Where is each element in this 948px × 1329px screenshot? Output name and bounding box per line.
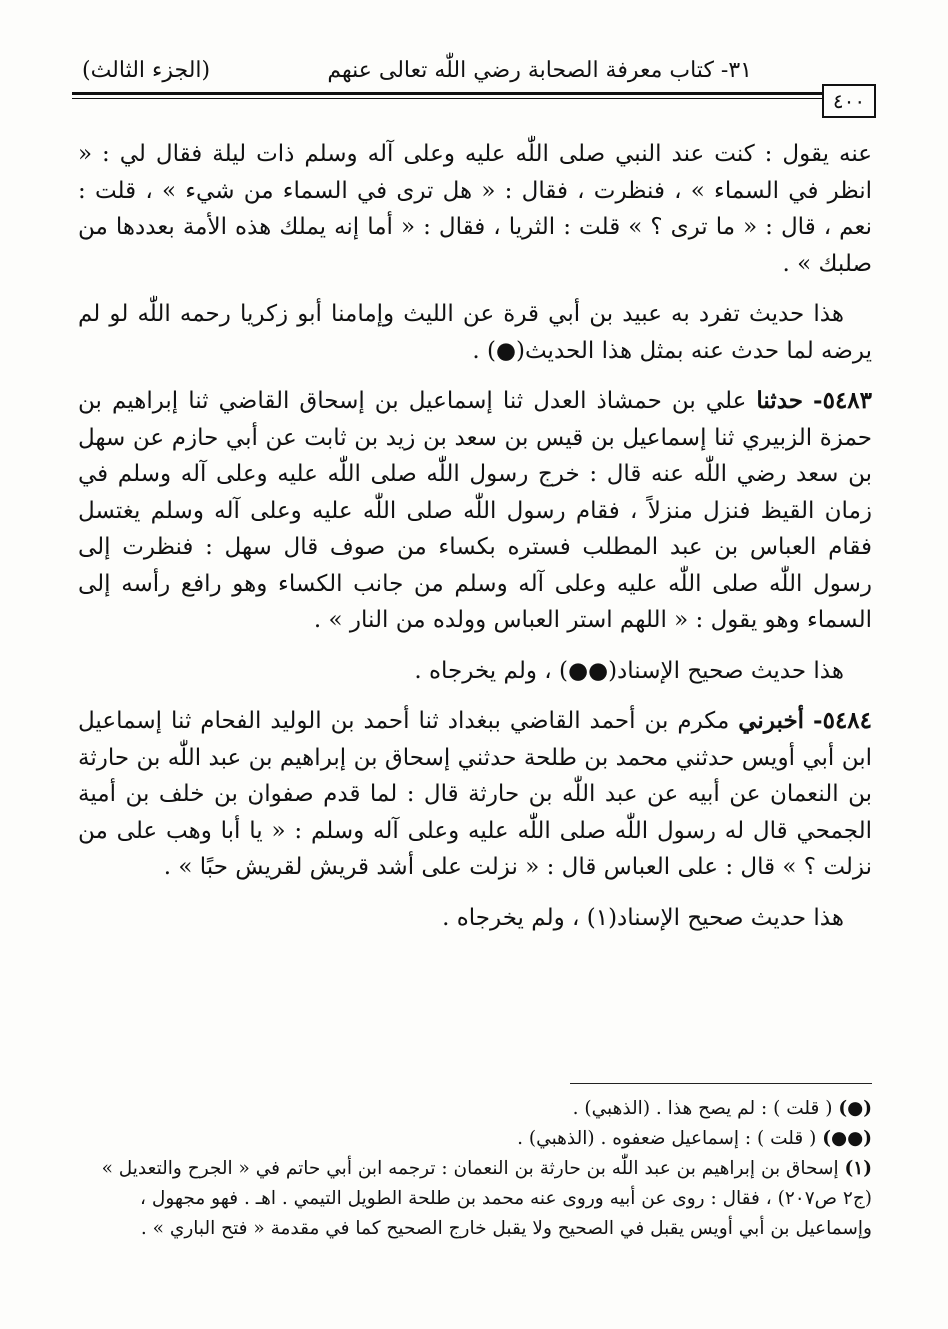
footnote-mark: (●) — [838, 1098, 872, 1119]
page-number: ٤٠٠ — [822, 84, 876, 118]
footnote-text: ( قلت ) : لم يصح هذا . (الذهبي) . — [572, 1098, 833, 1119]
hadith-chain-verb: حدثنا — [756, 387, 803, 414]
chapter-title: ٣١- كتاب معرفة الصحابة رضي اللّٰه تعالى عنهم — [327, 58, 752, 83]
running-header — [82, 52, 872, 90]
hadith-number: ٥٤٨٣- — [813, 387, 873, 414]
main-text — [78, 136, 872, 936]
paragraph-commentary-2: هذا حديث صحيح الإسناد(●●) ، ولم يخرجاه . — [414, 657, 844, 684]
footnote-mark: (١) — [844, 1158, 872, 1179]
footnote-mark: (●●) — [822, 1128, 872, 1149]
footnote-text: ( قلت ) : إسماعيل ضعفوه . (الذهبي) . — [517, 1128, 817, 1149]
hadith-chain-verb: أخبرني — [738, 707, 805, 734]
hadith-text: علي بن حمشاذ العدل ثنا إسماعيل بن إسحاق القاضي ثنا إبراهيم بن حمزة الزبيري ثنا إسماعيل بن قيس بن سعد بن زيد بن ثابت عن أبي حازم عن سهل بن سعد رضي اللّٰه عنه قال : خرج رسول اللّٰه صلى اللّٰه عليه وعلى آله وسلم في زمان القيظ فنزل منزلاً ، فقام رسول اللّٰه صلى اللّٰه عليه وعلى آله وسلم يغتسل فقام العباس بن عبد المطلب فستره بكساء من صوف قال سهل : فنظرت إلى رسول اللّٰه صلى اللّٰه عليه وعلى آله وسلم من جانب الكساء وهو رافع رأسه إلى السماء وهو يقول : « اللهم استر العباس وولده من النار » . — [78, 388, 872, 633]
paragraph-commentary-1: هذا حديث تفرد به عبيد بن أبي قرة عن الليث وإمامنا أبو زكريا رحمه اللّٰه لو لم يرضه لما حدث عنه بمثل هذا الحديث(●) . — [78, 301, 872, 364]
footnote — [78, 1094, 872, 1124]
hadith-text: مكرم بن أحمد القاضي ببغداد ثنا أحمد بن الوليد الفحام ثنا إسماعيل ابن أبي أويس حدثني محمد بن طلحة حدثني إسحاق بن إبراهيم بن عبد اللّٰه بن حارثة بن النعمان عن أبيه عن عبد اللّٰه بن حارثة قال : لما قدم صفوان بن خلف بن أمية الجمحي قال له رسول اللّٰه صلى اللّٰه عليه وعلى آله وسلم : « يا أبا وهب على من نزلت ؟ » قال : على العباس قال : « نزلت على أشد قريش لقريش حبًا » . — [78, 708, 872, 880]
header-rule-thick — [72, 92, 872, 95]
paragraph-commentary-3: هذا حديث صحيح الإسناد(١) ، ولم يخرجاه . — [442, 904, 844, 931]
volume-label: (الجزء الثالث) — [82, 58, 211, 83]
footnote — [78, 1124, 872, 1154]
footnote-separator — [570, 1083, 872, 1084]
paragraph-continuation: عنه يقول : كنت عند النبي صلى اللّٰه عليه وعلى آله وسلم ذات ليلة فقال لي : « انظر في السماء » ، فنظرت ، فقال : « هل ترى في السماء من شيء » ، قلت : نعم ، قال : « ما ترى ؟ » قلت : الثريا ، فقال : « أما إنه يملك هذه الأمة بعددها من صلبك » . — [78, 141, 872, 277]
hadith-5484 — [78, 703, 872, 886]
hadith-5483 — [78, 383, 872, 639]
footnote — [78, 1154, 872, 1244]
footnote-text: إسحاق بن إبراهيم بن عبد اللّٰه بن حارثة بن النعمان : ترجمه ابن أبي حاتم في « الجرح والتعديل » (ج٢ ص٢٠٧) ، فقال : روى عن أبيه وروى عنه محمد بن طلحة الطويل التيمي . اهـ . فهو مجهول ، وإسماعيل بن أبي أويس يقبل في الصحيح ولا يقبل خارج الصحيح كما في مقدمة « فتح الباري » . — [101, 1158, 872, 1239]
footnotes — [78, 1094, 872, 1244]
hadith-number: ٥٤٨٤- — [813, 707, 873, 734]
header-rule-thin — [72, 98, 872, 99]
